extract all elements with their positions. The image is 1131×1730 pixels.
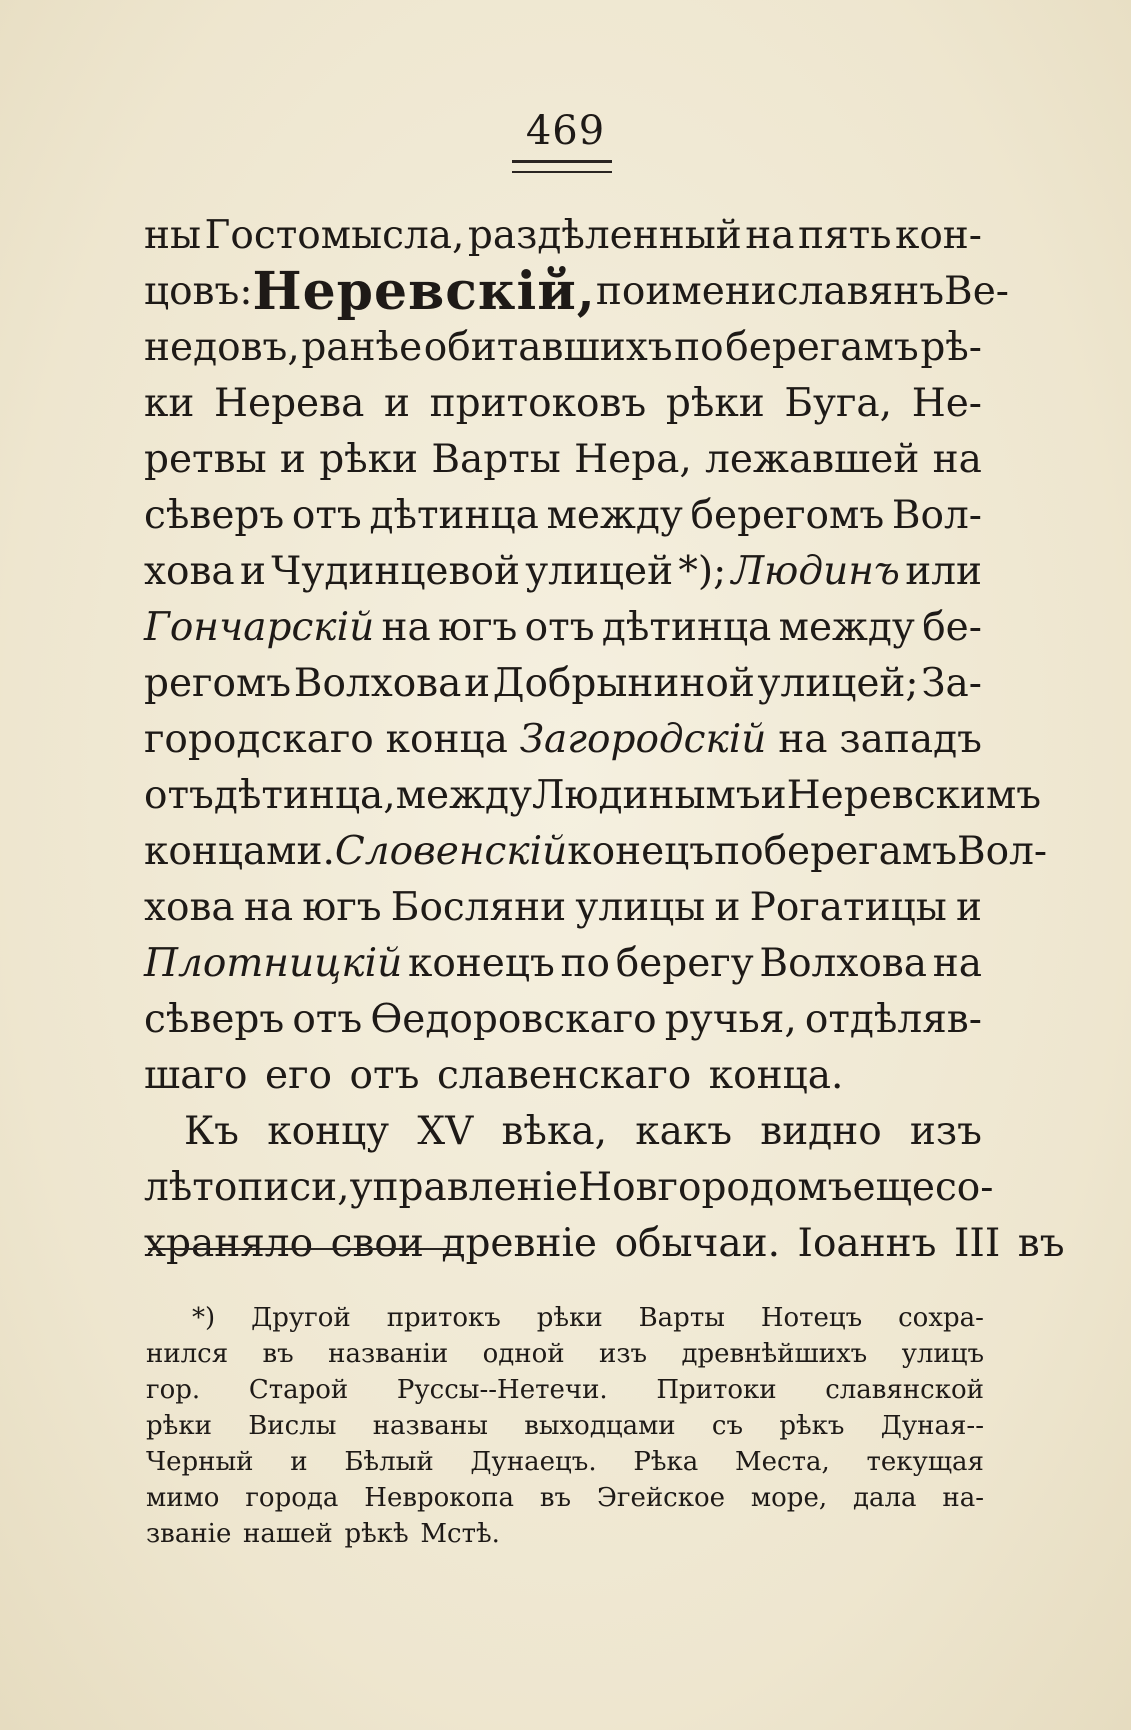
- word: со-: [934, 1165, 994, 1210]
- word: рѣки: [665, 381, 765, 426]
- text-line: [144, 376, 982, 432]
- word: Нотецъ: [760, 1303, 863, 1333]
- footnote-line: [146, 1516, 984, 1552]
- word: изъ: [909, 1109, 982, 1154]
- text-line: [144, 432, 982, 488]
- footnote-line: [146, 1444, 984, 1480]
- word: по: [560, 941, 610, 986]
- word: берегамъ: [725, 325, 919, 370]
- word: на: [745, 213, 795, 258]
- word: отъ: [291, 493, 362, 538]
- word: западъ: [839, 717, 982, 762]
- word: между: [778, 605, 915, 650]
- word: цовъ:: [144, 269, 253, 314]
- word: улицей;: [757, 661, 919, 706]
- word: пять: [798, 213, 892, 258]
- word: и: [714, 885, 741, 930]
- header-double-rule: [512, 160, 612, 173]
- word: отъ: [292, 997, 363, 1042]
- word: выходцами: [524, 1411, 676, 1441]
- word: на: [778, 717, 828, 762]
- word: Гончарскій: [144, 605, 375, 650]
- text-line: [144, 1048, 982, 1104]
- word: славянъ: [776, 269, 945, 314]
- word: регомъ: [144, 661, 292, 706]
- word: рѣки: [319, 437, 419, 482]
- word: и: [383, 381, 410, 426]
- word: концу: [267, 1109, 390, 1154]
- text-line: [144, 544, 982, 600]
- word: видно: [760, 1109, 882, 1154]
- word: кон-: [894, 213, 982, 258]
- word: берегу: [615, 941, 754, 986]
- word: Нерева: [214, 381, 365, 426]
- word: рѣкѣ: [344, 1519, 409, 1549]
- word: на: [243, 885, 294, 930]
- word: III: [954, 1221, 1001, 1266]
- word: притокъ: [386, 1303, 501, 1333]
- footnote-line: [146, 1300, 984, 1336]
- word: хова: [144, 885, 235, 930]
- word: За-: [921, 661, 982, 706]
- word: въ: [539, 1483, 572, 1513]
- word: по: [674, 325, 724, 370]
- word: раздѣленный: [467, 213, 742, 258]
- text-line: [144, 880, 982, 936]
- word: хова: [144, 549, 235, 594]
- word: ки: [144, 381, 195, 426]
- word: конецъ: [407, 941, 555, 986]
- word: между: [546, 493, 683, 538]
- main-text: [144, 208, 1065, 1272]
- text-line: [144, 1216, 1065, 1272]
- footnote-line: [146, 1372, 984, 1408]
- word: обычаи.: [614, 1221, 780, 1266]
- word: на: [932, 437, 982, 482]
- word: Гостомысла,: [204, 213, 465, 258]
- word: дѣтинца: [601, 605, 772, 650]
- word: улицы: [575, 885, 706, 930]
- word: лѣтописи,: [144, 1165, 350, 1210]
- word: Рогатицы: [749, 885, 947, 930]
- text-line: [144, 712, 982, 768]
- word: Ѳедоровскаго: [370, 997, 657, 1042]
- word: Новгородомъ: [578, 1165, 853, 1210]
- word: изъ: [599, 1339, 648, 1369]
- word: между: [395, 773, 532, 818]
- word: еще: [852, 1165, 935, 1210]
- footnote-line: [146, 1480, 984, 1516]
- word: югъ: [302, 885, 382, 930]
- word: ручья,: [664, 997, 797, 1042]
- word: Плотницкій: [144, 941, 403, 986]
- word: текущая: [866, 1447, 984, 1477]
- page-number: 469: [525, 108, 606, 154]
- word: и: [279, 437, 306, 482]
- word: дѣтинца: [369, 493, 539, 538]
- text-line: [144, 936, 982, 992]
- word: рѣкъ: [779, 1411, 845, 1441]
- word: недовъ,: [144, 325, 300, 370]
- word: славянской: [825, 1375, 984, 1405]
- word: въ: [1017, 1221, 1065, 1266]
- word: ретвы: [144, 437, 267, 482]
- word: ны: [144, 213, 202, 258]
- word: Рѣка: [633, 1447, 699, 1477]
- word: названіи: [328, 1339, 449, 1369]
- word: сохра-: [898, 1303, 984, 1333]
- word: гор.: [146, 1375, 201, 1405]
- word: на: [381, 605, 431, 650]
- word: нашей: [243, 1519, 333, 1549]
- word: улицей: [525, 549, 674, 594]
- word: его: [264, 1053, 332, 1098]
- word: Старой: [248, 1375, 349, 1405]
- word: лежавшей: [705, 437, 920, 482]
- word: Дуная--: [880, 1411, 984, 1441]
- word: Босляни: [390, 885, 567, 930]
- word: Неврокопа: [364, 1483, 515, 1513]
- word: рѣки: [146, 1411, 212, 1441]
- footnote-separator: [148, 1248, 458, 1250]
- word: званіе: [146, 1519, 232, 1549]
- word: Вол-: [891, 493, 982, 538]
- word: море,: [750, 1483, 828, 1513]
- word: Неревскій,: [252, 261, 596, 322]
- text-line: [144, 208, 982, 264]
- word: берегамъ: [763, 829, 958, 874]
- word: югъ: [438, 605, 518, 650]
- word: названы: [372, 1411, 488, 1441]
- text-line: [144, 1160, 994, 1216]
- word: обитавшихъ: [423, 325, 673, 370]
- word: Места,: [735, 1447, 830, 1477]
- word: Іоаннъ: [797, 1221, 937, 1266]
- word: Волхова: [759, 941, 928, 986]
- word: и: [464, 661, 491, 706]
- word: древніе: [441, 1221, 598, 1266]
- word: сѣверъ: [144, 493, 285, 538]
- word: дала: [852, 1483, 917, 1513]
- word: Бѣлый: [344, 1447, 434, 1477]
- word: по: [714, 829, 764, 874]
- word: нился: [146, 1339, 229, 1369]
- text-line: [144, 488, 982, 544]
- word: города: [245, 1483, 339, 1513]
- word: берегомъ: [690, 493, 885, 538]
- word: *);: [678, 549, 727, 594]
- word: рѣ-: [920, 325, 982, 370]
- word: конца: [385, 717, 508, 762]
- word: концами.: [144, 829, 335, 874]
- text-line: [144, 261, 1009, 322]
- text-line: [144, 992, 982, 1048]
- word: на-: [942, 1483, 984, 1513]
- word: и: [239, 549, 266, 594]
- word: одной: [482, 1339, 565, 1369]
- word: Дунаецъ.: [470, 1447, 597, 1477]
- word: рѣки: [536, 1303, 603, 1333]
- word: Вислы: [248, 1411, 337, 1441]
- text-line: [144, 656, 982, 712]
- word: какъ: [635, 1109, 733, 1154]
- word: имени: [645, 269, 777, 314]
- word: мимо: [146, 1483, 220, 1513]
- footnote: [146, 1300, 984, 1552]
- word: и: [290, 1447, 308, 1477]
- word: Буга,: [784, 381, 893, 426]
- word: притоковъ: [429, 381, 647, 426]
- word: Загородскій: [519, 717, 767, 762]
- word: Къ: [184, 1109, 239, 1154]
- word: Ве-: [944, 269, 1009, 314]
- word: Не-: [911, 381, 982, 426]
- word: съ: [711, 1411, 744, 1441]
- word: и: [955, 885, 982, 930]
- word: или: [905, 549, 982, 594]
- word: XV: [417, 1109, 474, 1154]
- word: городскаго: [144, 717, 374, 762]
- word: бе-: [922, 605, 982, 650]
- footnote-line: [146, 1336, 984, 1372]
- text-line: [144, 320, 982, 376]
- word: отъ: [524, 605, 595, 650]
- text-line: [144, 824, 1048, 880]
- word: Чудинцевой: [271, 549, 520, 594]
- word: управленіе: [349, 1165, 579, 1210]
- word: дѣтинца,: [213, 773, 396, 818]
- word: храняло: [144, 1221, 314, 1266]
- word: ранѣе: [301, 325, 423, 370]
- word: на: [932, 941, 982, 986]
- word: вѣка,: [501, 1109, 607, 1154]
- text-line: [144, 768, 1042, 824]
- word: Варты: [431, 437, 561, 482]
- word: Варты: [638, 1303, 725, 1333]
- word: отъ: [144, 773, 214, 818]
- text-line: [144, 600, 982, 656]
- word: отъ: [349, 1053, 420, 1098]
- word: Добрыниной: [492, 661, 755, 706]
- word: сѣверъ: [144, 997, 285, 1042]
- word: Людинымъ: [531, 773, 761, 818]
- word: *): [192, 1303, 216, 1333]
- word: древнѣйшихъ: [681, 1339, 868, 1369]
- word: Нера,: [574, 437, 692, 482]
- word: шаго: [144, 1053, 248, 1098]
- word: конца.: [708, 1053, 844, 1098]
- word: Руссы--Нетечи.: [396, 1375, 608, 1405]
- word: Эгейское: [596, 1483, 726, 1513]
- word: по: [595, 269, 646, 314]
- word: свои: [330, 1221, 424, 1266]
- word: Притоки: [656, 1375, 777, 1405]
- word: Словенскій: [334, 829, 568, 874]
- word: и: [760, 773, 787, 818]
- word: въ: [262, 1339, 294, 1369]
- text-line: [144, 1104, 982, 1160]
- word: Неревскимъ: [786, 773, 1042, 818]
- word: улицъ: [901, 1339, 984, 1369]
- word: Волхова: [293, 661, 462, 706]
- word: Черный: [146, 1447, 254, 1477]
- word: Людинъ: [731, 549, 900, 594]
- word: Вол-: [957, 829, 1048, 874]
- word: Другой: [251, 1303, 351, 1333]
- footnote-line: [146, 1408, 984, 1444]
- word: славенскаго: [436, 1053, 692, 1098]
- word: отдѣляв-: [804, 997, 982, 1042]
- word: конецъ: [567, 829, 715, 874]
- word: Мстѣ.: [420, 1519, 500, 1549]
